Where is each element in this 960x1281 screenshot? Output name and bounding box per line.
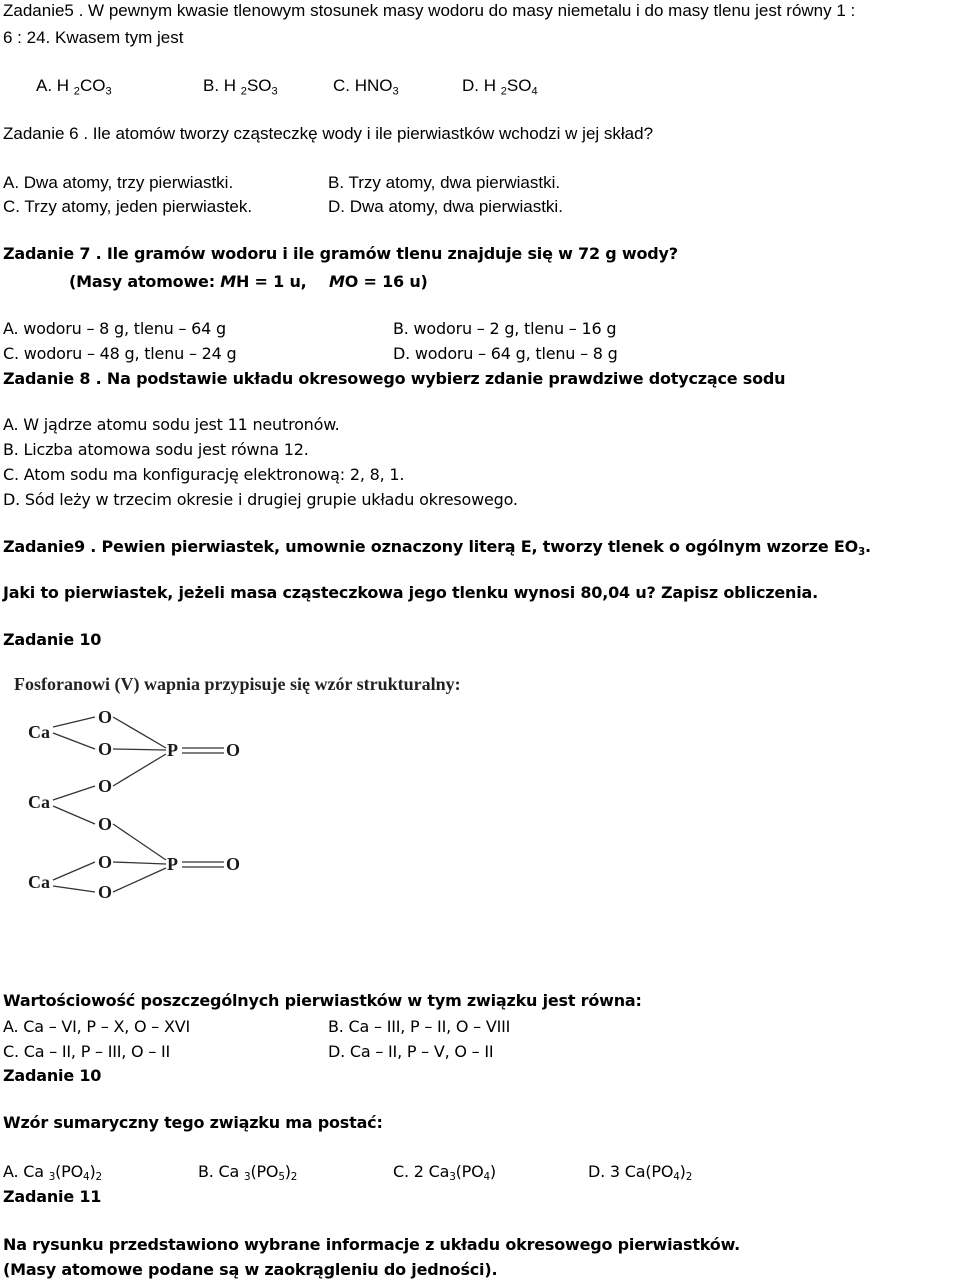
option-label: B. Ca bbox=[198, 1162, 245, 1181]
atom-p-2: P bbox=[167, 854, 178, 874]
subscript: 3 bbox=[244, 1171, 251, 1184]
option-label: B. H bbox=[203, 76, 241, 95]
task10-option-d[interactable]: D. Ca – II, P – V, O – II bbox=[328, 1042, 494, 1061]
task10-title: Zadanie 10 bbox=[3, 630, 102, 649]
period: . bbox=[865, 537, 871, 556]
formula-part: ) bbox=[489, 1162, 496, 1181]
option-label: C. HNO bbox=[333, 76, 393, 95]
bond-lines bbox=[53, 717, 224, 892]
task8-text: . Na podstawie układu okresowego wybierz zdanie prawdziwe dotyczące sodu bbox=[95, 369, 786, 388]
task6-option-d[interactable]: D. Dwa atomy, dwa pierwiastki. bbox=[328, 197, 563, 216]
task8-option-c[interactable]: C. Atom sodu ma konfigurację elektronową: 2, 8, 1. bbox=[3, 465, 405, 484]
option-label: D. H bbox=[462, 76, 501, 95]
task10-valency-question: Wartościowość poszczególnych pierwiastków w tym związku jest równa: bbox=[3, 991, 642, 1010]
task8-option-b[interactable]: B. Liczba atomowa sodu jest równa 12. bbox=[3, 440, 309, 459]
figure-caption: Fosforanowi (V) wapnia przypisuje się wzór strukturalny: bbox=[14, 674, 461, 694]
hydrogen-mass: H = 1 u, bbox=[236, 272, 307, 291]
subscript: 3 bbox=[858, 546, 866, 559]
task10-option-a[interactable]: A. Ca – VI, P – X, O – XVI bbox=[3, 1017, 190, 1036]
subscript: 3 bbox=[271, 85, 278, 98]
task5-option-d[interactable] bbox=[462, 76, 538, 98]
formula-part: SO bbox=[246, 76, 272, 95]
atom-o-1: O bbox=[98, 707, 113, 727]
formula-part: ) bbox=[679, 1162, 686, 1181]
task7-atomic-masses bbox=[69, 274, 307, 290]
subscript: 5 bbox=[278, 1171, 285, 1184]
mass-symbol: M bbox=[220, 272, 236, 291]
subscript: 2 bbox=[240, 85, 247, 98]
task10b-option-c[interactable] bbox=[393, 1162, 496, 1184]
task10b-title: Zadanie 10 bbox=[3, 1066, 102, 1085]
oxygen-mass-value: O = 16 u) bbox=[344, 272, 428, 291]
task8-option-a[interactable]: A. W jądrze atomu sodu jest 11 neutronów. bbox=[3, 415, 340, 434]
subscript: 3 bbox=[392, 85, 399, 98]
task5-question-line1: Zadanie5 . W pewnym kwasie tlenowym stosunek masy wodoru do masy niemetalu i do masy tlenu jest równy 1 : bbox=[3, 1, 856, 20]
task11-question-line2: (Masy atomowe podane są w zaokrągleniu do jedności). bbox=[3, 1260, 498, 1279]
atom-o-7: O bbox=[226, 854, 241, 874]
calcium-phosphate-structure-figure bbox=[0, 668, 470, 898]
atom-o-6: O bbox=[98, 852, 113, 872]
task7-question: Zadanie 7 . Ile gramów wodoru i ile gramów tlenu znajduje się w 72 g wody? bbox=[3, 244, 678, 263]
task11-question-line1: Na rysunku przedstawiono wybrane informacje z układu okresowego pierwiastków. bbox=[3, 1235, 741, 1254]
task8-title: Zadanie 8 bbox=[3, 369, 91, 388]
task10b-option-b[interactable] bbox=[198, 1162, 298, 1184]
subscript: 2 bbox=[500, 85, 507, 98]
mass-symbol: M bbox=[329, 272, 345, 291]
task8-question bbox=[3, 371, 785, 387]
task11-title: Zadanie 11 bbox=[3, 1187, 102, 1206]
masses-label: (Masy atomowe: bbox=[69, 272, 221, 291]
task6-option-c[interactable]: C. Trzy atomy, jeden pierwiastek. bbox=[3, 197, 253, 216]
atom-p-1: P bbox=[167, 740, 178, 760]
task9-question bbox=[3, 537, 871, 559]
task5-option-a[interactable] bbox=[36, 76, 112, 98]
task10b-option-d[interactable] bbox=[588, 1162, 693, 1184]
subscript: 4 bbox=[673, 1171, 680, 1184]
formula-part: ) bbox=[284, 1162, 291, 1181]
subscript: 4 bbox=[483, 1171, 490, 1184]
atom-ca-1: Ca bbox=[28, 722, 50, 742]
formula-part: CO bbox=[79, 76, 106, 95]
atom-o-3: O bbox=[226, 740, 241, 760]
task9-text: Zadanie9 . Pewien pierwiastek, umownie oznaczony literą E, tworzy tlenek o ogólnym wzorze EO bbox=[3, 537, 858, 556]
subscript: 3 bbox=[105, 85, 112, 98]
subscript: 3 bbox=[48, 1171, 56, 1184]
task5-option-b[interactable] bbox=[203, 76, 278, 98]
task8-option-d[interactable]: D. Sód leży w trzecim okresie i drugiej grupie układu okresowego. bbox=[3, 490, 518, 509]
task7-option-c[interactable]: C. wodoru – 48 g, tlenu – 24 g bbox=[3, 344, 237, 363]
subscript: 2 bbox=[95, 1171, 102, 1184]
subscript: 3 bbox=[449, 1171, 456, 1184]
formula-part: (PO bbox=[455, 1162, 484, 1181]
atom-o-2: O bbox=[98, 739, 113, 759]
atom-ca-2: Ca bbox=[28, 792, 50, 812]
task6-option-a[interactable]: A. Dwa atomy, trzy pierwiastki. bbox=[3, 173, 234, 192]
task7-option-d[interactable]: D. wodoru – 64 g, tlenu – 8 g bbox=[393, 344, 618, 363]
task10-option-c[interactable]: C. Ca – II, P – III, O – II bbox=[3, 1042, 171, 1061]
subscript: 4 bbox=[83, 1171, 90, 1184]
task9-question-2: Jaki to pierwiastek, jeżeli masa cząsteczkowa jego tlenku wynosi 80,04 u? Zapisz obliczenia. bbox=[3, 583, 818, 602]
subscript: 4 bbox=[531, 85, 538, 98]
formula-part: ) bbox=[89, 1162, 96, 1181]
option-label: D. 3 Ca(PO bbox=[588, 1162, 674, 1181]
task5-question-line2: 6 : 24. Kwasem tym jest bbox=[3, 28, 184, 47]
subscript: 2 bbox=[73, 85, 80, 98]
task10-option-b[interactable]: B. Ca – III, P – II, O – VIII bbox=[328, 1017, 511, 1036]
task7-oxygen-mass bbox=[329, 274, 428, 290]
task6-option-b[interactable]: B. Trzy atomy, dwa pierwiastki. bbox=[328, 173, 561, 192]
formula-part: (PO bbox=[55, 1162, 84, 1181]
task10b-question: Wzór sumaryczny tego związku ma postać: bbox=[3, 1113, 383, 1132]
task7-option-b[interactable]: B. wodoru – 2 g, tlenu – 16 g bbox=[393, 319, 617, 338]
atom-o-4: O bbox=[98, 776, 113, 796]
subscript: 2 bbox=[290, 1171, 298, 1184]
formula-part: SO bbox=[506, 76, 532, 95]
subscript: 2 bbox=[685, 1171, 693, 1184]
option-label: C. 2 Ca bbox=[393, 1162, 450, 1181]
task7-option-a[interactable]: A. wodoru – 8 g, tlenu – 64 g bbox=[3, 319, 226, 338]
formula-part: (PO bbox=[250, 1162, 279, 1181]
atom-o-5: O bbox=[98, 814, 113, 834]
task10b-option-a[interactable] bbox=[3, 1162, 102, 1184]
task6-question: Zadanie 6 . Ile atomów tworzy cząsteczkę wody i ile pierwiastków wchodzi w jej skład? bbox=[3, 124, 654, 143]
option-label: A. Ca bbox=[3, 1162, 49, 1181]
task5-option-c[interactable] bbox=[333, 76, 399, 98]
atom-ca-3: Ca bbox=[28, 872, 50, 892]
atom-o-8: O bbox=[98, 882, 113, 898]
option-label: A. H bbox=[36, 76, 74, 95]
